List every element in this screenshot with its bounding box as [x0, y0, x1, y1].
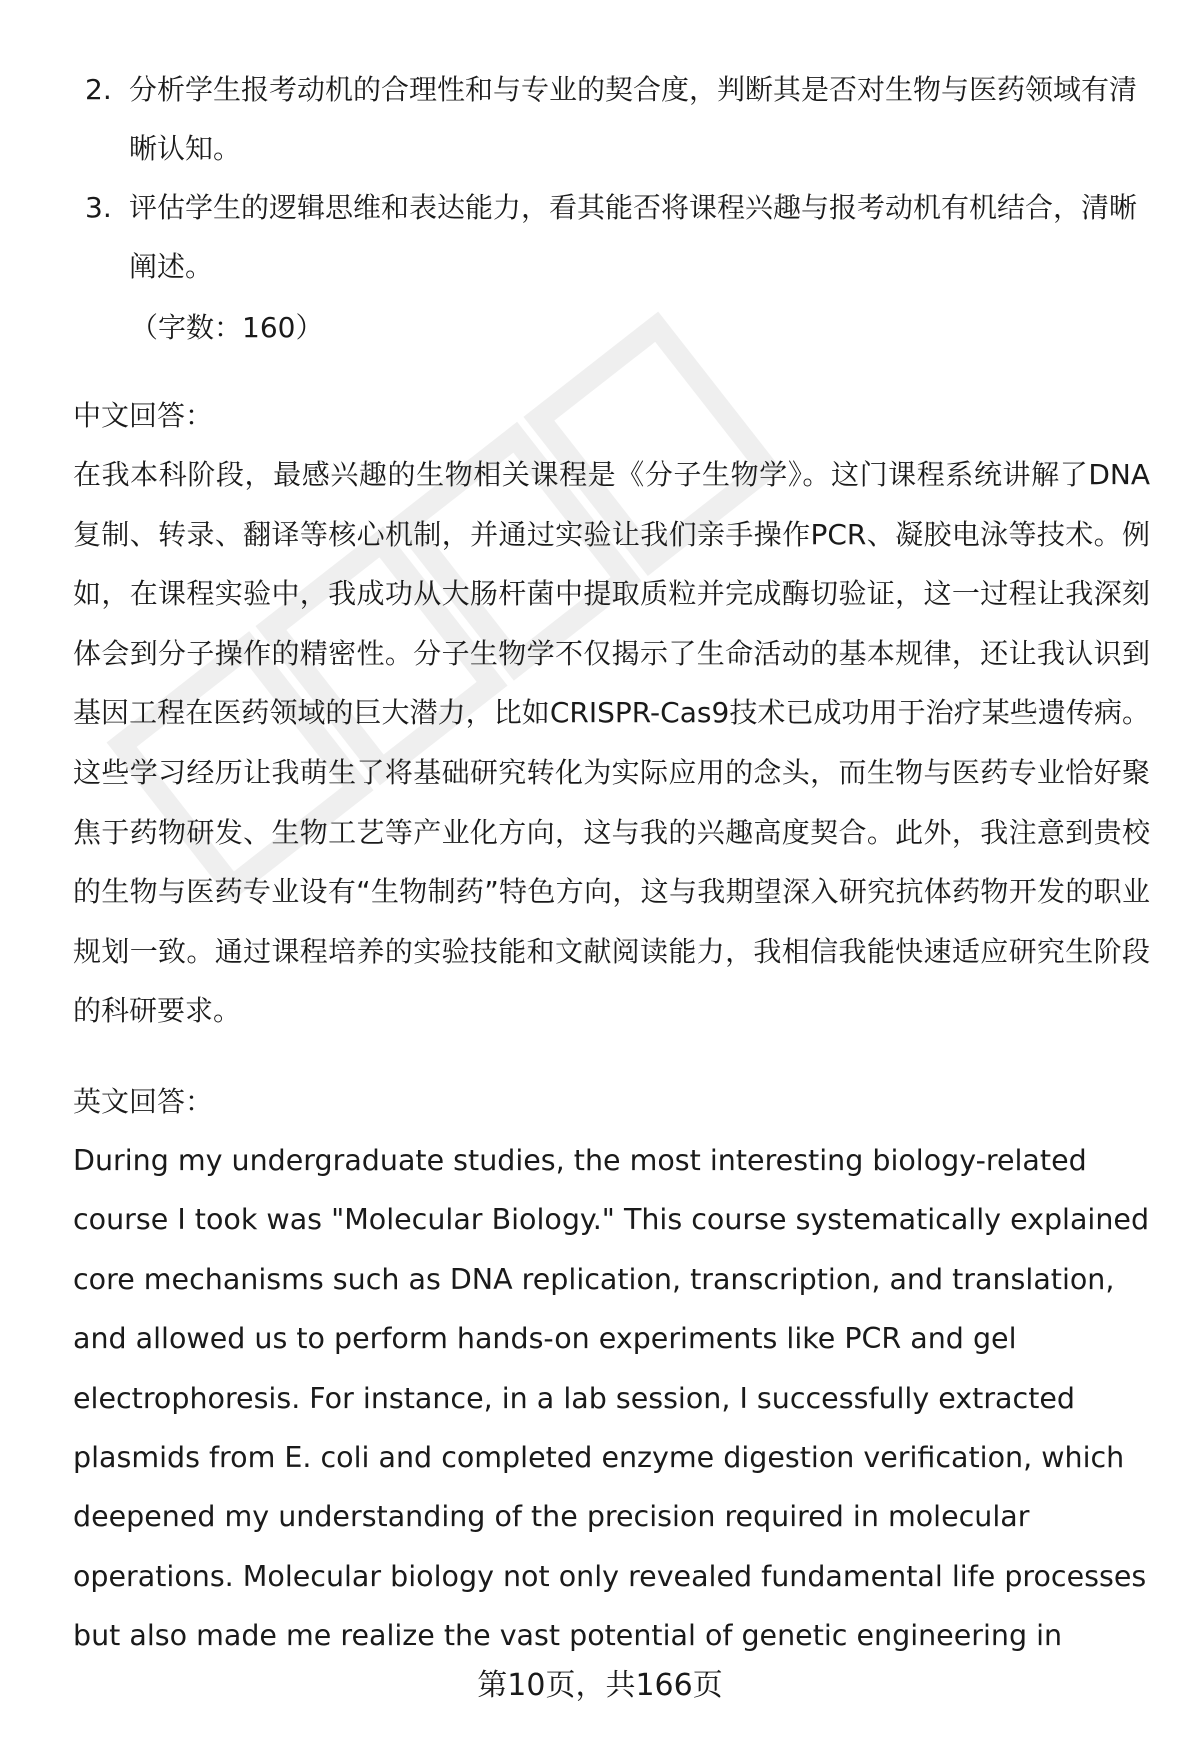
evaluation-points-list	[80, 60, 1160, 296]
list-item	[80, 178, 1160, 296]
list-item-number: 2.	[85, 73, 112, 106]
chinese-answer-label: 中文回答：	[73, 399, 214, 432]
list-item-text: 评估学生的逻辑思维和表达能力，看其能否将课程兴趣与报考动机有机结合，清晰阐述。	[129, 191, 1138, 283]
list-item-number: 3.	[85, 191, 112, 224]
chinese-answer-text: 在我本科阶段，最感兴趣的生物相关课程是《分子生物学》。这门课程系统讲解了DNA复制、转录、翻译等核心机制，并通过实验让我们亲手操作PCR、凝胶电泳等技术。例如，在课程实验中，我成功从大肠杆菌中提取质粒并完成酶切验证，这一过程让我深刻体会到分子操作的精密性。分子生物学不仅揭示了生命活动的基本规律，还让我认识到基因工程在医药领域的巨大潜力，比如CRISPR-Cas9技术已成功用于治疗某些遗传病。这些学习经历让我萌生了将基础研究转化为实际应用的念头，而生物与医药专业恰好聚焦于药物研发、生物工艺等产业化方向，这与我的兴趣高度契合。此外，我注意到贵校的生物与医药专业设有“生物制药”特色方向，这与我期望深入研究抗体药物开发的职业规划一致。通过课程培养的实验技能和文献阅读能力，我相信我能快速适应研究生阶段的科研要求。	[73, 458, 1150, 1028]
english-answer-label: 英文回答：	[73, 1085, 214, 1118]
page-footer: 第10页，共166页	[477, 1668, 723, 1703]
english-answer-text: During my undergraduate studies, the most interesting biology-related course I took was "Molecular Biology." This course systematically explained core mechanisms such as DNA replication, transcription, and translation, and allowed us to perform hands-on experiments like PCR and gel electrophoresis. For instance, in a lab session, I successfully extracted plasmids from E. coli and completed enzyme digestion verification, which deepened my understanding of the precision required in molecular operations. Molecular biology not only revealed fundamental life processes but also made me realize the vast potential of genetic engineering in	[73, 1144, 1150, 1653]
list-item	[80, 60, 1160, 178]
word-count: （字数：160）	[130, 311, 324, 344]
list-item-text: 分析学生报考动机的合理性和与专业的契合度，判断其是否对生物与医药领域有清晰认知。	[129, 73, 1138, 165]
